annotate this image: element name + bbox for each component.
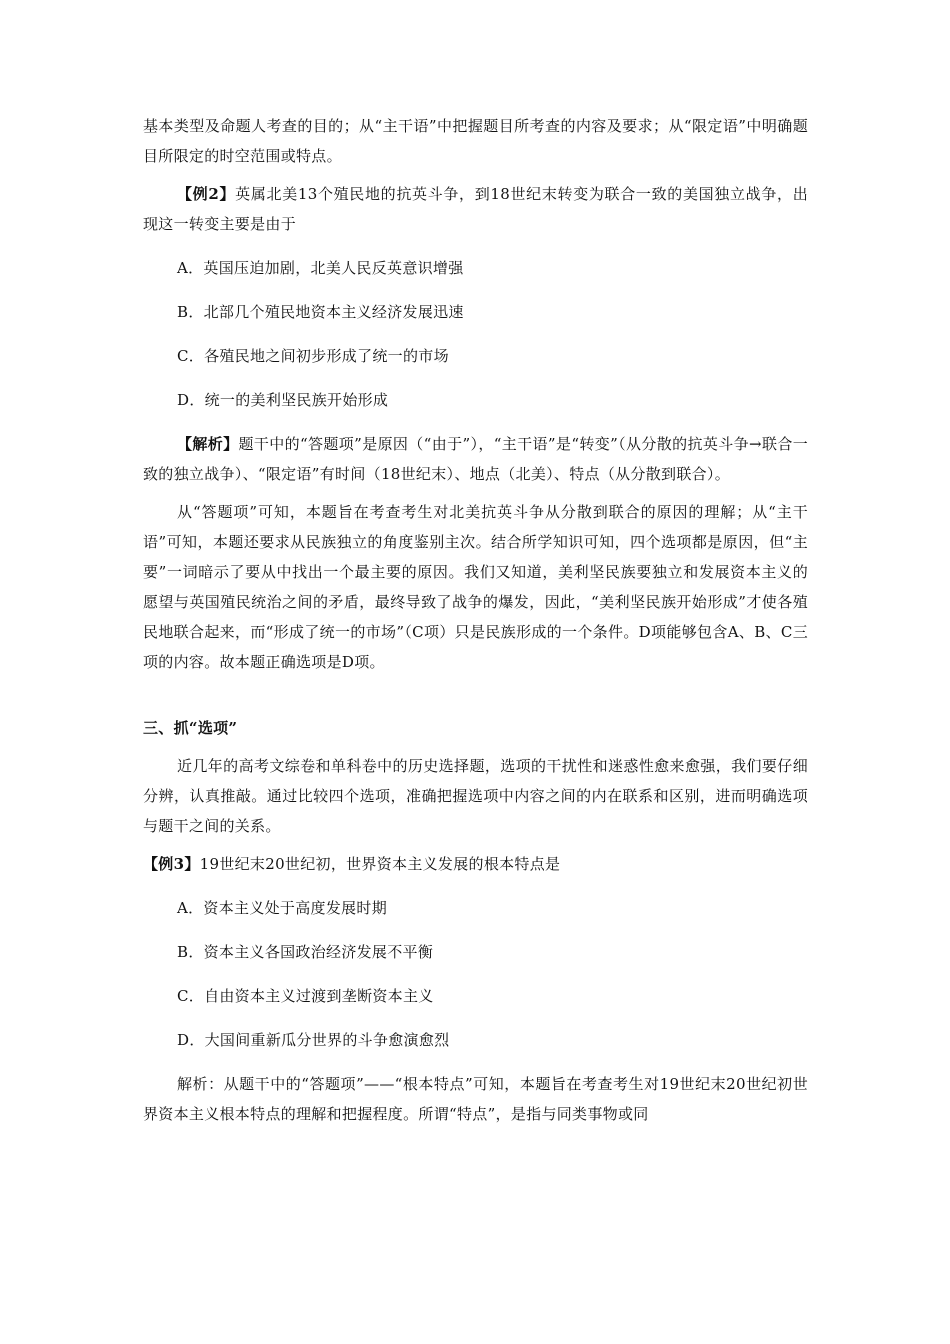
example-3-stem: 19世纪末20世纪初，世界资本主义发展的根本特点是 — [199, 855, 561, 873]
example-3-tag: 【例3】 — [143, 855, 200, 873]
analysis-tag: 【解析】 — [177, 435, 239, 453]
example-2-option-a: A．英国压迫加剧，北美人民反英意识增强 — [177, 259, 464, 277]
example-2-stem: 英属北美13个殖民地的抗英斗争，到18世纪末转变为联合一致的美国独立战争，出现这一转变主要是由于 — [143, 185, 808, 233]
document-body — [143, 111, 808, 1129]
analysis-text: 题干中的“答题项”是原因（“由于”），“主干语”是“转变”（从分散的抗英斗争→联合一致的独立战争）、“限定语”有时间（18世纪末）、地点（北美）、特点（从分散到联合）。 — [143, 435, 808, 483]
example-2-option-d: D．统一的美利坚民族开始形成 — [177, 391, 389, 409]
example-2-tag: 【例2】 — [177, 185, 236, 203]
example-3-option-b: B．资本主义各国政治经济发展不平衡 — [177, 943, 434, 961]
example-3-question — [143, 849, 808, 879]
example-3-analysis: 解析：从题干中的“答题项”——“根本特点”可知，本题旨在考查考生对19世纪末20世纪初世界资本主义根本特点的理解和把握程度。所谓“特点”，是指与同类事物或同 — [143, 1075, 808, 1123]
section-3-body: 近几年的高考文综卷和单科卷中的历史选择题，选项的干扰性和迷惑性愈来愈强，我们要仔细分辨，认真推敲。通过比较四个选项，准确把握选项中内容之间的内在联系和区别，进而明确选项与题干之间的关系。 — [143, 757, 808, 835]
intro-paragraph: 基本类型及命题人考查的目的；从“主干语”中把握题目所考查的内容及要求；从“限定语”中明确题目所限定的时空范围或特点。 — [143, 117, 808, 165]
example-3-option-a: A．资本主义处于高度发展时期 — [177, 899, 388, 917]
example-2-question — [143, 179, 808, 239]
example-2-option-c: C．各殖民地之间初步形成了统一的市场 — [177, 347, 449, 365]
example-2-analysis-detail: 从“答题项”可知，本题旨在考查考生对北美抗英斗争从分散到联合的原因的理解；从“主干语”可知，本题还要求从民族独立的角度鉴别主次。结合所学知识可知，四个选项都是原因，但“主要”一词暗示了要从中找出一个最主要的原因。我们又知道，美利坚民族要独立和发展资本主义的愿望与英国殖民统治之间的矛盾，最终导致了战争的爆发，因此，“美利坚民族开始形成”才使各殖民地联合起来，而“形成了统一的市场”（C项）只是民族形成的一个条件。D项能够包含A、B、C三项的内容。故本题正确选项是D项。 — [143, 503, 808, 671]
example-3-option-d: D．大国间重新瓜分世界的斗争愈演愈烈 — [177, 1031, 450, 1049]
section-3-heading: 三、抓“选项” — [143, 719, 238, 737]
example-2-option-b: B．北部几个殖民地资本主义经济发展迅速 — [177, 303, 464, 321]
example-2-analysis — [143, 429, 808, 489]
example-3-option-c: C．自由资本主义过渡到垄断资本主义 — [177, 987, 434, 1005]
